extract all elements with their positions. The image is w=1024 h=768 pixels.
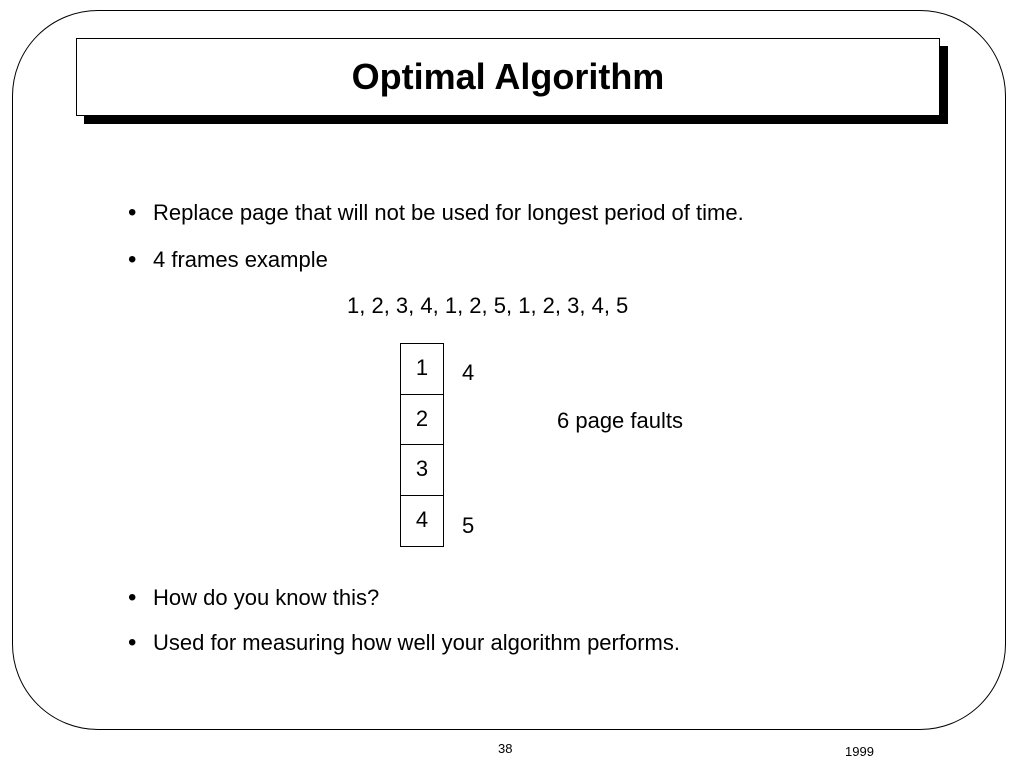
- replacement-top: 4: [462, 360, 475, 385]
- footer-year: 1999: [845, 744, 874, 759]
- frame-table: [400, 343, 444, 547]
- bullet-text: 4 frames example: [153, 247, 328, 272]
- bullet-icon: •: [128, 584, 137, 611]
- bullet-text: Replace page that will not be used for longest period of time.: [153, 200, 744, 225]
- bullet-text: Used for measuring how well your algorithm performs.: [153, 630, 680, 655]
- reference-string: 1, 2, 3, 4, 1, 2, 5, 1, 2, 3, 4, 5: [347, 293, 629, 318]
- page-number: 38: [498, 741, 513, 756]
- bullet-item: [128, 585, 379, 611]
- frame-cell: 3: [401, 445, 443, 496]
- slide-title: Optimal Algorithm: [351, 56, 665, 97]
- page-fault-count: 6 page faults: [557, 408, 683, 433]
- bullet-item: [128, 247, 328, 273]
- bullet-icon: •: [128, 246, 137, 273]
- bullet-text: How do you know this?: [153, 585, 380, 610]
- frame-cell: 4: [415, 506, 429, 532]
- bullet-icon: •: [128, 199, 137, 226]
- title-box: [76, 38, 940, 116]
- frame-cell: 1: [401, 344, 443, 395]
- frame-cell: 2: [401, 395, 443, 446]
- bullet-item: [128, 200, 744, 226]
- replacement-bottom: 5: [462, 513, 475, 538]
- bullet-icon: •: [128, 629, 137, 656]
- bullet-item: [128, 630, 680, 656]
